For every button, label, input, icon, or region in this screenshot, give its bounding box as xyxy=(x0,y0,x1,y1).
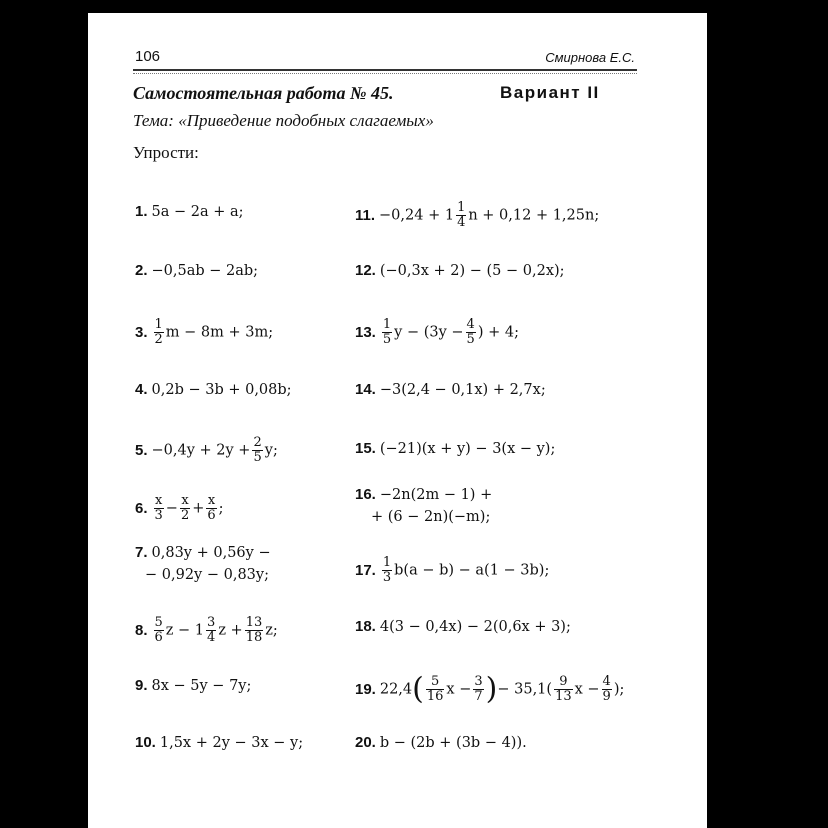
fraction-denominator: 5 xyxy=(466,332,475,347)
problem-17 xyxy=(355,556,549,585)
fraction xyxy=(466,318,476,347)
problem-number: 15. xyxy=(355,440,376,457)
problem-number: 13. xyxy=(355,323,376,341)
problem-6 xyxy=(135,494,224,523)
expression-part: ) + 4; xyxy=(477,324,519,341)
fraction-denominator: 5 xyxy=(382,332,392,347)
problem-number: 16. xyxy=(355,486,376,503)
fraction-denominator: 6 xyxy=(154,630,163,645)
fraction xyxy=(154,318,164,347)
right-paren: ) xyxy=(485,671,498,707)
expression: m − 8m + 3m; xyxy=(165,324,274,341)
fraction-numerator: 4 xyxy=(602,674,611,689)
problem-16 xyxy=(355,484,492,528)
running-header-author: Смирнова Е.С. xyxy=(545,50,635,65)
problem-number: 7. xyxy=(135,544,148,561)
header-rule-dotted xyxy=(133,73,637,74)
expression-part: y; xyxy=(264,442,278,459)
problem-number: 4. xyxy=(135,381,148,398)
expression: b − (2b + (3b − 4)). xyxy=(379,735,527,751)
expression-line-2: + (6 − 2n)(−m); xyxy=(371,509,491,525)
fraction-denominator: 3 xyxy=(382,570,392,585)
fraction-numerator: x xyxy=(154,493,163,508)
problem-number: 17. xyxy=(355,561,376,579)
problem-number: 11. xyxy=(355,206,376,224)
fraction-denominator: 9 xyxy=(602,689,611,704)
problem-18 xyxy=(355,616,571,638)
problem-number: 12. xyxy=(355,262,376,279)
left-paren: ( xyxy=(412,671,424,707)
problem-number: 18. xyxy=(355,618,376,635)
problem-13 xyxy=(355,318,519,347)
expression: 1,5x + 2y − 3x − y; xyxy=(159,735,304,751)
problem-12 xyxy=(355,260,565,282)
textbook-page xyxy=(88,13,707,828)
expression-line-1: −2n(2m − 1) + xyxy=(379,487,493,503)
expression-part: −0,4y + 2y + xyxy=(151,442,251,459)
header-rule xyxy=(133,69,637,71)
problem-11 xyxy=(355,201,599,230)
instruction: Упрости: xyxy=(133,143,199,162)
problem-number: 10. xyxy=(135,734,156,751)
expression-line-1: 0,83y + 0,56y − xyxy=(151,545,271,561)
variant-label: Вариант II xyxy=(500,83,600,102)
fraction xyxy=(602,675,612,704)
fraction-numerator: 5 xyxy=(154,615,163,630)
fraction xyxy=(154,494,164,523)
problem-3 xyxy=(135,318,273,347)
fraction-denominator: 16 xyxy=(426,689,444,704)
problem-9 xyxy=(135,675,251,697)
fraction-numerator: 5 xyxy=(426,675,445,690)
work-title: Самостоятельная работа № 45. xyxy=(133,83,394,103)
problem-5 xyxy=(135,436,278,465)
fraction xyxy=(456,201,466,230)
expression-part: x − xyxy=(574,681,600,698)
expression-part: z; xyxy=(265,622,278,639)
fraction-denominator: 3 xyxy=(154,508,163,523)
fraction xyxy=(382,318,392,347)
expression: 8x − 5y − 7y; xyxy=(151,678,252,694)
expression: (−0,3x + 2) − (5 − 0,2x); xyxy=(379,263,565,279)
problem-number: 6. xyxy=(135,499,148,517)
fraction xyxy=(154,616,164,645)
fraction xyxy=(426,675,445,704)
expression-line-2: − 0,92y − 0,83y; xyxy=(145,567,269,583)
expression-part: −0,24 + 1 xyxy=(379,207,455,224)
fraction-numerator: 1 xyxy=(382,555,392,570)
problem-number: 5. xyxy=(135,441,148,459)
fraction-numerator: x xyxy=(181,493,189,508)
fraction-numerator: 9 xyxy=(554,675,573,690)
fraction-denominator: 2 xyxy=(180,508,190,523)
fraction-denominator: 13 xyxy=(555,689,572,704)
fraction-numerator: 13 xyxy=(245,615,263,630)
problem-1 xyxy=(135,201,244,223)
operator: − xyxy=(165,500,178,517)
expression-end: ; xyxy=(218,500,224,517)
problem-number: 2. xyxy=(135,262,148,279)
fraction-denominator: 4 xyxy=(457,215,466,230)
fraction-numerator: 1 xyxy=(154,317,163,332)
fraction-denominator: 4 xyxy=(207,630,216,645)
problem-14 xyxy=(355,379,546,401)
fraction xyxy=(382,556,392,585)
expression-part: 22,4 xyxy=(379,681,413,698)
problem-number: 1. xyxy=(135,203,148,220)
problem-number: 14. xyxy=(355,381,376,398)
topic-line: Тема: «Приведение подобных слагаемых» xyxy=(133,111,434,130)
problem-number: 8. xyxy=(135,621,148,639)
fraction-numerator: x xyxy=(207,493,216,508)
problem-8 xyxy=(135,616,278,645)
expression-part: x − xyxy=(446,681,472,698)
fraction-numerator: 3 xyxy=(207,615,216,630)
expression: (−21)(x + y) − 3(x − y); xyxy=(379,441,556,457)
problem-number: 19. xyxy=(355,680,376,698)
problem-number: 9. xyxy=(135,677,148,694)
expression: −0,5ab − 2ab; xyxy=(151,263,259,279)
expression-part: z − 1 xyxy=(165,622,205,639)
problem-number: 3. xyxy=(135,323,148,341)
expression-part: z + xyxy=(218,622,243,639)
fraction-denominator: 5 xyxy=(253,450,262,465)
fraction xyxy=(180,494,190,523)
fraction-denominator: 7 xyxy=(474,689,483,704)
fraction-numerator: 2 xyxy=(253,435,262,450)
expression: 5a − 2a + a; xyxy=(151,204,244,220)
fraction xyxy=(252,436,262,465)
fraction-denominator: 6 xyxy=(207,508,216,523)
fraction xyxy=(206,616,216,645)
expression-part: − 35,1( xyxy=(497,681,553,698)
problem-20 xyxy=(355,732,527,754)
expression-part: y − (3y − xyxy=(394,324,464,341)
fraction-numerator: 1 xyxy=(457,200,466,215)
expression-part: n + 0,12 + 1,25n; xyxy=(468,207,600,224)
fraction-numerator: 3 xyxy=(474,674,483,689)
problem-number: 20. xyxy=(355,734,376,751)
problem-19 xyxy=(355,671,625,707)
fraction-numerator: 1 xyxy=(382,317,392,332)
problem-2 xyxy=(135,260,258,282)
problem-7 xyxy=(135,542,271,586)
fraction-numerator: 4 xyxy=(466,317,475,332)
problem-4 xyxy=(135,379,292,401)
page-number: 106 xyxy=(135,48,161,65)
fraction xyxy=(554,675,573,704)
problem-10 xyxy=(135,732,303,754)
fraction-denominator: 2 xyxy=(154,332,163,347)
fraction xyxy=(245,616,264,645)
problem-15 xyxy=(355,438,555,460)
fraction xyxy=(206,494,216,523)
expression: b(a − b) − a(1 − 3b); xyxy=(394,562,550,579)
fraction-denominator: 18 xyxy=(245,630,263,645)
operator: + xyxy=(192,500,205,517)
expression-part: ); xyxy=(613,681,625,698)
expression: 0,2b − 3b + 0,08b; xyxy=(151,382,292,398)
expression: 4(3 − 0,4x) − 2(0,6x + 3); xyxy=(379,619,571,635)
fraction xyxy=(473,675,483,704)
expression: −3(2,4 − 0,1x) + 2,7x; xyxy=(379,382,546,398)
